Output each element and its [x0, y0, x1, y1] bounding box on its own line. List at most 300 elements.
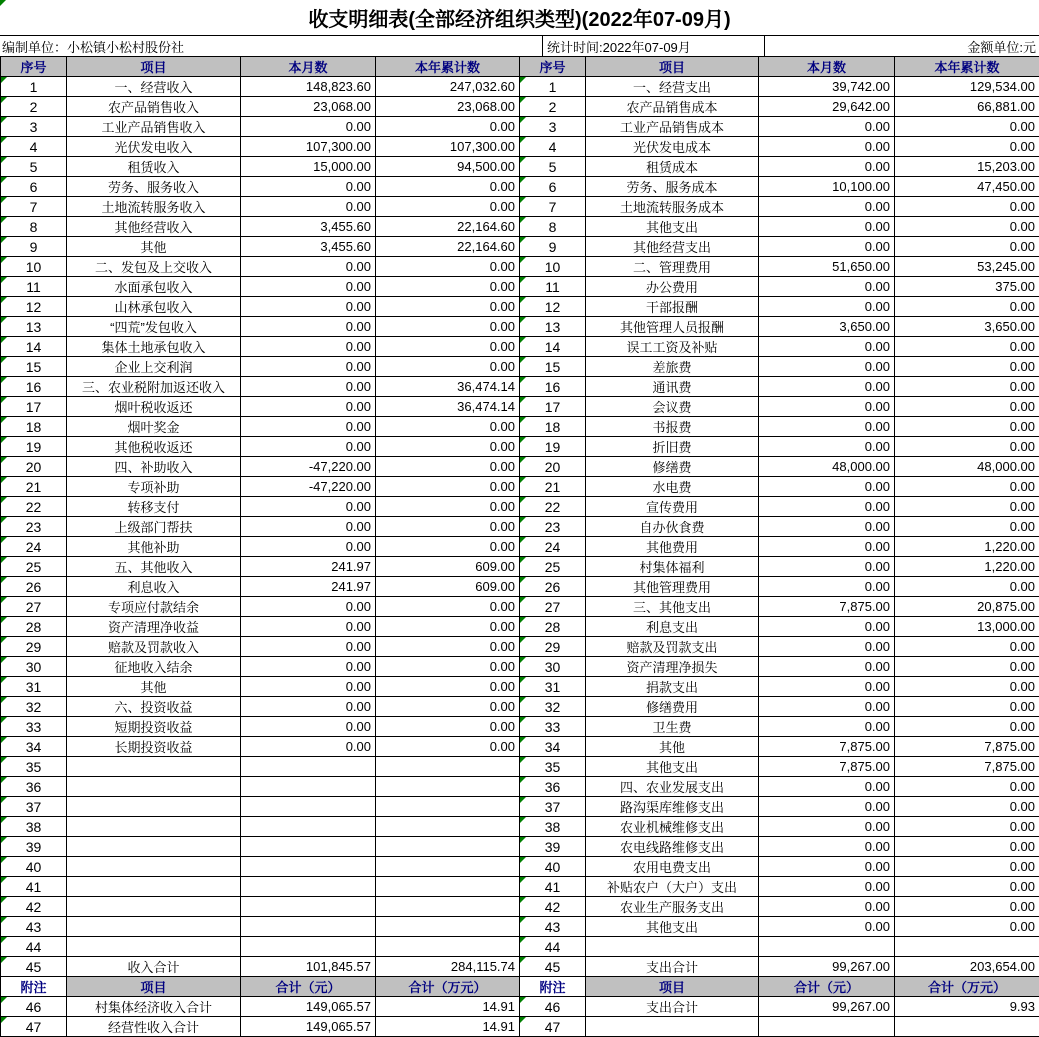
ytd-cell-left[interactable]: 0.00 [376, 257, 520, 277]
item-cell-left[interactable]: 劳务、服务收入 [67, 177, 241, 197]
note-header-wan-right[interactable]: 合计（万元） [895, 977, 1039, 997]
row-number-cell-left[interactable]: 4 [1, 137, 67, 157]
item-cell-left[interactable] [67, 917, 241, 937]
row-number-cell-left[interactable]: 6 [1, 177, 67, 197]
month-cell-right[interactable]: 0.00 [759, 697, 895, 717]
ytd-cell-right[interactable]: 0.00 [895, 117, 1039, 137]
item-cell-left[interactable]: 水面承包收入 [67, 277, 241, 297]
row-number-cell-left[interactable]: 27 [1, 597, 67, 617]
col-header-month-right[interactable]: 本月数 [759, 57, 895, 77]
col-header-seq-left[interactable]: 序号 [1, 57, 67, 77]
item-cell-left[interactable]: 长期投资收益 [67, 737, 241, 757]
item-cell-right[interactable]: 其他支出 [586, 217, 759, 237]
row-number-cell-right[interactable]: 7 [520, 197, 586, 217]
ytd-cell-right[interactable]: 0.00 [895, 237, 1039, 257]
ytd-cell-right[interactable]: 0.00 [895, 817, 1039, 837]
row-number-cell-right[interactable]: 6 [520, 177, 586, 197]
row-number-cell-left[interactable]: 3 [1, 117, 67, 137]
item-cell-right[interactable]: 其他管理人员报酬 [586, 317, 759, 337]
month-cell-right[interactable]: 0.00 [759, 417, 895, 437]
ytd-cell-right[interactable]: 0.00 [895, 297, 1039, 317]
row-number-cell-right[interactable]: 28 [520, 617, 586, 637]
month-cell-left[interactable]: 0.00 [241, 377, 376, 397]
month-cell-right[interactable]: 48,000.00 [759, 457, 895, 477]
item-cell-right[interactable]: 误工工资及补贴 [586, 337, 759, 357]
row-number-cell-right[interactable]: 15 [520, 357, 586, 377]
item-cell-right[interactable]: 租赁成本 [586, 157, 759, 177]
month-cell-left[interactable]: 0.00 [241, 257, 376, 277]
item-cell-left[interactable]: 企业上交利润 [67, 357, 241, 377]
item-cell-right[interactable]: 光伏发电成本 [586, 137, 759, 157]
ytd-cell-left[interactable]: 0.00 [376, 497, 520, 517]
ytd-cell-left[interactable]: 0.00 [376, 457, 520, 477]
item-cell-right[interactable]: 其他费用 [586, 537, 759, 557]
ytd-cell-left[interactable]: 0.00 [376, 537, 520, 557]
note-header-yuan-left[interactable]: 合计（元） [241, 977, 376, 997]
item-cell-left[interactable]: 山林承包收入 [67, 297, 241, 317]
month-cell-right[interactable] [759, 1017, 895, 1037]
ytd-cell-left[interactable]: 609.00 [376, 557, 520, 577]
ytd-cell-left[interactable]: 0.00 [376, 697, 520, 717]
month-cell-right[interactable]: 0.00 [759, 657, 895, 677]
ytd-cell-left[interactable] [376, 757, 520, 777]
item-cell-left[interactable] [67, 837, 241, 857]
month-cell-right[interactable]: 0.00 [759, 897, 895, 917]
ytd-cell-left[interactable]: 22,164.60 [376, 237, 520, 257]
ytd-cell-left[interactable]: 36,474.14 [376, 397, 520, 417]
row-number-cell-right[interactable]: 38 [520, 817, 586, 837]
ytd-cell-right[interactable]: 0.00 [895, 497, 1039, 517]
row-number-cell-right[interactable]: 3 [520, 117, 586, 137]
item-cell-left[interactable]: 利息收入 [67, 577, 241, 597]
row-number-cell-right[interactable]: 10 [520, 257, 586, 277]
ytd-cell-left[interactable] [376, 897, 520, 917]
month-cell-right[interactable]: 51,650.00 [759, 257, 895, 277]
row-number-cell-right[interactable]: 43 [520, 917, 586, 937]
ytd-cell-right[interactable]: 0.00 [895, 517, 1039, 537]
item-cell-left[interactable] [67, 937, 241, 957]
month-cell-right[interactable]: 7,875.00 [759, 597, 895, 617]
item-cell-right[interactable]: 捐款支出 [586, 677, 759, 697]
month-cell-left[interactable]: 0.00 [241, 697, 376, 717]
row-number-cell-right[interactable]: 16 [520, 377, 586, 397]
row-number-cell-left[interactable]: 38 [1, 817, 67, 837]
row-number-cell-left[interactable]: 45 [1, 957, 67, 977]
month-cell-left[interactable] [241, 757, 376, 777]
month-cell-right[interactable]: 0.00 [759, 277, 895, 297]
row-number-cell-right[interactable]: 21 [520, 477, 586, 497]
month-cell-right[interactable]: 0.00 [759, 497, 895, 517]
month-cell-right[interactable]: 0.00 [759, 297, 895, 317]
item-cell-right[interactable] [586, 937, 759, 957]
ytd-cell-right[interactable]: 20,875.00 [895, 597, 1039, 617]
ytd-cell-right[interactable]: 0.00 [895, 577, 1039, 597]
month-cell-right[interactable]: 99,267.00 [759, 957, 895, 977]
month-cell-left[interactable] [241, 777, 376, 797]
ytd-cell-left[interactable] [376, 917, 520, 937]
month-cell-left[interactable]: 0.00 [241, 437, 376, 457]
row-number-cell-left[interactable]: 12 [1, 297, 67, 317]
month-cell-left[interactable] [241, 857, 376, 877]
row-number-cell-right[interactable]: 11 [520, 277, 586, 297]
ytd-cell-left[interactable]: 0.00 [376, 437, 520, 457]
month-cell-left[interactable] [241, 917, 376, 937]
item-cell-right[interactable] [586, 1017, 759, 1037]
ytd-cell-right[interactable]: 0.00 [895, 637, 1039, 657]
month-cell-right[interactable]: 0.00 [759, 357, 895, 377]
item-cell-right[interactable]: 干部报酬 [586, 297, 759, 317]
month-cell-right[interactable]: 0.00 [759, 917, 895, 937]
month-cell-left[interactable]: 0.00 [241, 177, 376, 197]
ytd-cell-right[interactable]: 0.00 [895, 217, 1039, 237]
row-number-cell-left[interactable]: 21 [1, 477, 67, 497]
item-cell-right[interactable]: 书报费 [586, 417, 759, 437]
month-cell-right[interactable]: 0.00 [759, 237, 895, 257]
month-cell-right[interactable]: 0.00 [759, 137, 895, 157]
month-cell-left[interactable]: 3,455.60 [241, 237, 376, 257]
month-cell-left[interactable]: 0.00 [241, 337, 376, 357]
row-number-cell-left[interactable]: 43 [1, 917, 67, 937]
item-cell-left[interactable]: 其他补助 [67, 537, 241, 557]
item-cell-right[interactable]: 农业生产服务支出 [586, 897, 759, 917]
ytd-cell-left[interactable]: 23,068.00 [376, 97, 520, 117]
item-cell-left[interactable]: 光伏发电收入 [67, 137, 241, 157]
row-number-cell-left[interactable]: 8 [1, 217, 67, 237]
note-header-seq-left[interactable]: 附注 [1, 977, 67, 997]
row-number-cell-left[interactable]: 20 [1, 457, 67, 477]
row-number-cell-left[interactable]: 31 [1, 677, 67, 697]
ytd-cell-right[interactable]: 0.00 [895, 197, 1039, 217]
row-number-cell-right[interactable]: 23 [520, 517, 586, 537]
note-header-seq-right[interactable]: 附注 [520, 977, 586, 997]
ytd-cell-right[interactable]: 0.00 [895, 437, 1039, 457]
item-cell-right[interactable]: 其他管理费用 [586, 577, 759, 597]
item-cell-left[interactable]: 五、其他收入 [67, 557, 241, 577]
item-cell-left[interactable] [67, 757, 241, 777]
month-cell-left[interactable]: 0.00 [241, 597, 376, 617]
month-cell-right[interactable]: 0.00 [759, 617, 895, 637]
row-number-cell-left[interactable]: 37 [1, 797, 67, 817]
month-cell-left[interactable]: 0.00 [241, 617, 376, 637]
item-cell-right[interactable]: 差旅费 [586, 357, 759, 377]
item-cell-left[interactable] [67, 797, 241, 817]
ytd-cell-right[interactable]: 1,220.00 [895, 557, 1039, 577]
ytd-cell-right[interactable]: 0.00 [895, 357, 1039, 377]
item-cell-right[interactable]: 支出合计 [586, 957, 759, 977]
month-cell-right[interactable]: 0.00 [759, 877, 895, 897]
row-number-cell-left[interactable]: 17 [1, 397, 67, 417]
item-cell-left[interactable]: 烟叶税收返还 [67, 397, 241, 417]
item-cell-left[interactable]: 村集体经济收入合计 [67, 997, 241, 1017]
month-cell-left[interactable]: 15,000.00 [241, 157, 376, 177]
month-cell-right[interactable]: 0.00 [759, 157, 895, 177]
row-number-cell-right[interactable]: 44 [520, 937, 586, 957]
ytd-cell-left[interactable] [376, 777, 520, 797]
item-cell-left[interactable]: “四荒”发包收入 [67, 317, 241, 337]
item-cell-left[interactable] [67, 817, 241, 837]
note-header-item-right[interactable]: 项目 [586, 977, 759, 997]
item-cell-right[interactable]: 办公费用 [586, 277, 759, 297]
item-cell-right[interactable]: 村集体福利 [586, 557, 759, 577]
ytd-cell-right[interactable]: 0.00 [895, 677, 1039, 697]
month-cell-left[interactable]: -47,220.00 [241, 477, 376, 497]
item-cell-left[interactable]: 收入合计 [67, 957, 241, 977]
ytd-cell-left[interactable]: 0.00 [376, 117, 520, 137]
row-number-cell-right[interactable]: 31 [520, 677, 586, 697]
ytd-cell-right[interactable]: 1,220.00 [895, 537, 1039, 557]
note-header-item-left[interactable]: 项目 [67, 977, 241, 997]
row-number-cell-right[interactable]: 19 [520, 437, 586, 457]
row-number-cell-right[interactable]: 46 [520, 997, 586, 1017]
ytd-cell-left[interactable]: 0.00 [376, 297, 520, 317]
month-cell-left[interactable] [241, 897, 376, 917]
month-cell-right[interactable]: 7,875.00 [759, 737, 895, 757]
ytd-cell-right[interactable]: 0.00 [895, 797, 1039, 817]
row-number-cell-left[interactable]: 47 [1, 1017, 67, 1037]
ytd-cell-right[interactable]: 0.00 [895, 777, 1039, 797]
ytd-cell-left[interactable]: 0.00 [376, 597, 520, 617]
item-cell-right[interactable]: 其他经营支出 [586, 237, 759, 257]
row-number-cell-right[interactable]: 37 [520, 797, 586, 817]
row-number-cell-left[interactable]: 42 [1, 897, 67, 917]
item-cell-left[interactable]: 烟叶奖金 [67, 417, 241, 437]
item-cell-right[interactable]: 折旧费 [586, 437, 759, 457]
ytd-cell-right[interactable]: 9.93 [895, 997, 1039, 1017]
col-header-month-left[interactable]: 本月数 [241, 57, 376, 77]
month-cell-left[interactable]: 0.00 [241, 317, 376, 337]
item-cell-right[interactable]: 修缮费用 [586, 697, 759, 717]
item-cell-left[interactable]: 一、经营收入 [67, 77, 241, 97]
item-cell-right[interactable]: 利息支出 [586, 617, 759, 637]
month-cell-right[interactable]: 7,875.00 [759, 757, 895, 777]
row-number-cell-left[interactable]: 10 [1, 257, 67, 277]
ytd-cell-left[interactable]: 0.00 [376, 657, 520, 677]
ytd-cell-left[interactable]: 0.00 [376, 737, 520, 757]
ytd-cell-left[interactable] [376, 877, 520, 897]
ytd-cell-right[interactable]: 3,650.00 [895, 317, 1039, 337]
month-cell-left[interactable]: 23,068.00 [241, 97, 376, 117]
item-cell-left[interactable]: 征地收入结余 [67, 657, 241, 677]
ytd-cell-left[interactable]: 0.00 [376, 517, 520, 537]
row-number-cell-left[interactable]: 22 [1, 497, 67, 517]
item-cell-right[interactable]: 农电线路维修支出 [586, 837, 759, 857]
row-number-cell-left[interactable]: 24 [1, 537, 67, 557]
row-number-cell-right[interactable]: 24 [520, 537, 586, 557]
ytd-cell-left[interactable]: 0.00 [376, 357, 520, 377]
row-number-cell-right[interactable]: 42 [520, 897, 586, 917]
ytd-cell-left[interactable] [376, 937, 520, 957]
row-number-cell-left[interactable]: 1 [1, 77, 67, 97]
item-cell-left[interactable]: 租赁收入 [67, 157, 241, 177]
item-cell-right[interactable]: 农业机械维修支出 [586, 817, 759, 837]
row-number-cell-left[interactable]: 26 [1, 577, 67, 597]
item-cell-right[interactable]: 资产清理净损失 [586, 657, 759, 677]
month-cell-left[interactable]: 148,823.60 [241, 77, 376, 97]
ytd-cell-right[interactable]: 0.00 [895, 137, 1039, 157]
item-cell-left[interactable] [67, 897, 241, 917]
month-cell-left[interactable]: 0.00 [241, 657, 376, 677]
month-cell-right[interactable] [759, 937, 895, 957]
item-cell-left[interactable]: 短期投资收益 [67, 717, 241, 737]
item-cell-right[interactable]: 卫生费 [586, 717, 759, 737]
ytd-cell-left[interactable] [376, 797, 520, 817]
item-cell-right[interactable]: 路沟渠库维修支出 [586, 797, 759, 817]
item-cell-right[interactable]: 二、管理费用 [586, 257, 759, 277]
month-cell-left[interactable]: 0.00 [241, 517, 376, 537]
month-cell-left[interactable]: 241.97 [241, 557, 376, 577]
month-cell-right[interactable]: 3,650.00 [759, 317, 895, 337]
item-cell-right[interactable]: 修缮费 [586, 457, 759, 477]
month-cell-left[interactable]: 0.00 [241, 357, 376, 377]
ytd-cell-right[interactable]: 15,203.00 [895, 157, 1039, 177]
item-cell-right[interactable]: 赔款及罚款支出 [586, 637, 759, 657]
month-cell-right[interactable]: 0.00 [759, 677, 895, 697]
month-cell-left[interactable]: 0.00 [241, 717, 376, 737]
row-number-cell-left[interactable]: 9 [1, 237, 67, 257]
month-cell-left[interactable]: 0.00 [241, 497, 376, 517]
month-cell-right[interactable]: 0.00 [759, 337, 895, 357]
month-cell-right[interactable]: 0.00 [759, 517, 895, 537]
month-cell-left[interactable]: 0.00 [241, 397, 376, 417]
ytd-cell-right[interactable]: 0.00 [895, 897, 1039, 917]
row-number-cell-right[interactable]: 40 [520, 857, 586, 877]
col-header-ytd-left[interactable]: 本年累计数 [376, 57, 520, 77]
stat-time-cell[interactable]: 统计时间:2022年07-09月 [542, 36, 765, 56]
item-cell-right[interactable]: 其他 [586, 737, 759, 757]
ytd-cell-left[interactable]: 247,032.60 [376, 77, 520, 97]
row-number-cell-right[interactable]: 25 [520, 557, 586, 577]
row-number-cell-left[interactable]: 35 [1, 757, 67, 777]
ytd-cell-right[interactable]: 0.00 [895, 917, 1039, 937]
row-number-cell-left[interactable]: 23 [1, 517, 67, 537]
item-cell-right[interactable]: 支出合计 [586, 997, 759, 1017]
item-cell-left[interactable]: 专项应付款结余 [67, 597, 241, 617]
row-number-cell-left[interactable]: 39 [1, 837, 67, 857]
item-cell-right[interactable]: 工业产品销售成本 [586, 117, 759, 137]
item-cell-right[interactable]: 会议费 [586, 397, 759, 417]
row-number-cell-left[interactable]: 11 [1, 277, 67, 297]
row-number-cell-left[interactable]: 40 [1, 857, 67, 877]
ytd-cell-right[interactable]: 7,875.00 [895, 737, 1039, 757]
row-number-cell-right[interactable]: 45 [520, 957, 586, 977]
ytd-cell-right[interactable]: 13,000.00 [895, 617, 1039, 637]
row-number-cell-right[interactable]: 29 [520, 637, 586, 657]
ytd-cell-right[interactable]: 48,000.00 [895, 457, 1039, 477]
title-row[interactable] [0, 0, 1039, 36]
ytd-cell-right[interactable]: 0.00 [895, 397, 1039, 417]
ytd-cell-left[interactable]: 22,164.60 [376, 217, 520, 237]
month-cell-right[interactable]: 0.00 [759, 797, 895, 817]
row-number-cell-left[interactable]: 19 [1, 437, 67, 457]
item-cell-left[interactable]: 资产清理净收益 [67, 617, 241, 637]
month-cell-right[interactable]: 99,267.00 [759, 997, 895, 1017]
ytd-cell-left[interactable] [376, 817, 520, 837]
month-cell-right[interactable]: 29,642.00 [759, 97, 895, 117]
ytd-cell-left[interactable]: 0.00 [376, 277, 520, 297]
item-cell-left[interactable]: 专项补助 [67, 477, 241, 497]
row-number-cell-right[interactable]: 5 [520, 157, 586, 177]
item-cell-left[interactable]: 其他 [67, 677, 241, 697]
row-number-cell-left[interactable]: 28 [1, 617, 67, 637]
ytd-cell-right[interactable]: 0.00 [895, 837, 1039, 857]
row-number-cell-right[interactable]: 34 [520, 737, 586, 757]
row-number-cell-right[interactable]: 36 [520, 777, 586, 797]
ytd-cell-left[interactable] [376, 857, 520, 877]
row-number-cell-right[interactable]: 9 [520, 237, 586, 257]
col-header-ytd-right[interactable]: 本年累计数 [895, 57, 1039, 77]
row-number-cell-right[interactable]: 39 [520, 837, 586, 857]
row-number-cell-left[interactable]: 36 [1, 777, 67, 797]
ytd-cell-right[interactable] [895, 1017, 1039, 1037]
row-number-cell-left[interactable]: 30 [1, 657, 67, 677]
ytd-cell-left[interactable]: 0.00 [376, 177, 520, 197]
item-cell-left[interactable]: 赔款及罚款收入 [67, 637, 241, 657]
col-header-seq-right[interactable]: 序号 [520, 57, 586, 77]
month-cell-right[interactable]: 0.00 [759, 637, 895, 657]
item-cell-left[interactable]: 经营性收入合计 [67, 1017, 241, 1037]
month-cell-left[interactable]: 0.00 [241, 297, 376, 317]
ytd-cell-right[interactable]: 0.00 [895, 697, 1039, 717]
row-number-cell-left[interactable]: 29 [1, 637, 67, 657]
ytd-cell-left[interactable]: 0.00 [376, 197, 520, 217]
row-number-cell-right[interactable]: 2 [520, 97, 586, 117]
row-number-cell-right[interactable]: 8 [520, 217, 586, 237]
ytd-cell-right[interactable]: 0.00 [895, 337, 1039, 357]
item-cell-left[interactable] [67, 877, 241, 897]
item-cell-left[interactable]: 土地流转服务收入 [67, 197, 241, 217]
ytd-cell-right[interactable]: 47,450.00 [895, 177, 1039, 197]
ytd-cell-left[interactable]: 0.00 [376, 417, 520, 437]
month-cell-left[interactable] [241, 817, 376, 837]
prepared-by-cell[interactable]: 编制单位：小松镇小松村股份社 [2, 39, 185, 55]
month-cell-right[interactable]: 0.00 [759, 817, 895, 837]
month-cell-right[interactable]: 0.00 [759, 117, 895, 137]
item-cell-left[interactable] [67, 777, 241, 797]
ytd-cell-right[interactable]: 7,875.00 [895, 757, 1039, 777]
month-cell-left[interactable] [241, 937, 376, 957]
note-header-wan-left[interactable]: 合计（万元） [376, 977, 520, 997]
month-cell-right[interactable]: 0.00 [759, 537, 895, 557]
month-cell-right[interactable]: 0.00 [759, 577, 895, 597]
col-header-item-left[interactable]: 项目 [67, 57, 241, 77]
row-number-cell-right[interactable]: 35 [520, 757, 586, 777]
item-cell-right[interactable]: 土地流转服务成本 [586, 197, 759, 217]
ytd-cell-right[interactable]: 0.00 [895, 877, 1039, 897]
month-cell-left[interactable]: 0.00 [241, 737, 376, 757]
item-cell-right[interactable]: 三、其他支出 [586, 597, 759, 617]
row-number-cell-left[interactable]: 32 [1, 697, 67, 717]
row-number-cell-right[interactable]: 14 [520, 337, 586, 357]
month-cell-right[interactable]: 0.00 [759, 377, 895, 397]
item-cell-right[interactable]: 劳务、服务成本 [586, 177, 759, 197]
row-number-cell-right[interactable]: 20 [520, 457, 586, 477]
item-cell-right[interactable]: 农用电费支出 [586, 857, 759, 877]
month-cell-left[interactable]: 3,455.60 [241, 217, 376, 237]
item-cell-right[interactable]: 四、农业发展支出 [586, 777, 759, 797]
month-cell-right[interactable]: 0.00 [759, 437, 895, 457]
item-cell-right[interactable]: 其他支出 [586, 757, 759, 777]
row-number-cell-left[interactable]: 15 [1, 357, 67, 377]
month-cell-left[interactable] [241, 877, 376, 897]
month-cell-right[interactable]: 0.00 [759, 477, 895, 497]
month-cell-right[interactable]: 0.00 [759, 857, 895, 877]
month-cell-right[interactable]: 0.00 [759, 217, 895, 237]
item-cell-left[interactable]: 三、农业税附加返还收入 [67, 377, 241, 397]
item-cell-left[interactable]: 工业产品销售收入 [67, 117, 241, 137]
ytd-cell-left[interactable]: 0.00 [376, 337, 520, 357]
item-cell-right[interactable]: 通讯费 [586, 377, 759, 397]
row-number-cell-right[interactable]: 18 [520, 417, 586, 437]
